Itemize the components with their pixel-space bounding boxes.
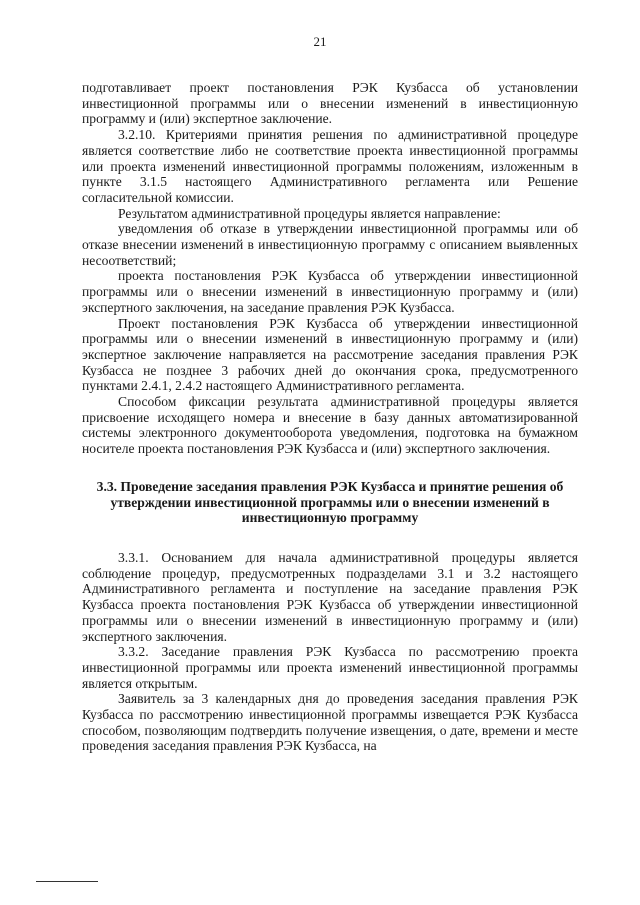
document-body (82, 80, 578, 754)
paragraph-result-notice: уведомления об отказе в утверждении инвестиционной программы или об отказе внесении изменений в инвестиционную программу с описанием выявленных несоответствий; (82, 221, 578, 268)
paragraph-result-intro: Результатом административной процедуры является направление: (118, 205, 501, 221)
paragraph-draft-deadline: Проект постановления РЭК Кузбасса об утверждении инвестиционной программы или о внесении изменений в инвестиционную программу и (или) экспертное заключение направляется на рассмотрение заседания правления РЭК Кузбасса не позднее 3 рабочих дней до окончания срока, предусмотренного пунктами 2.4.1, 2.4.2 настоящего Административного регламента. (82, 315, 578, 394)
paragraph-3-2-10: 3.2.10. Критериями принятия решения по административной процедуре является соответствие либо не соответствие проекта инвестиционной программы или проекта изменений инвестиционной программы положениям, изложенным в пункте 3.1.5 настоящего Административного регламента или Решение согласительной комиссии. (82, 127, 578, 205)
footnote-divider (36, 881, 98, 882)
paragraph-continuation: подготавливает проект постановления РЭК Кузбасса об установлении инвестиционной программы или о внесении изменений в инвестиционную программу и (или) экспертное заключение. (82, 80, 578, 127)
paragraph-applicant-notice: Заявитель за 3 календарных дня до проведения заседания правления РЭК Кузбасса по рассмотрению инвестиционной программы извещается РЭК Кузбасса способом, позволяющим подтвердить получение извещения, о дате, времени и месте проведения заседания правления РЭК Кузбасса, на (82, 691, 578, 754)
paragraph-3-3-2: 3.3.2. Заседание правления РЭК Кузбасса по рассмотрению проекта инвестиционной программы или проекта изменений инвестиционной программы является открытым. (82, 644, 578, 691)
section-heading-3-3: 3.3. Проведение заседания правления РЭК Кузбасса и принятие решения об утверждении инвестиционной программы или о внесении изменений в инвестиционную программу (96, 478, 564, 526)
page-number: 21 (313, 34, 327, 49)
paragraph-result-draft: проекта постановления РЭК Кузбасса об утверждении инвестиционной программы или о внесении изменений в инвестиционную программу и (или) экспертного заключения, на заседание правления РЭК Кузбасса. (82, 268, 578, 315)
paragraph-fixation-method: Способом фиксации результата административной процедуры является присвоение исходящего номера и внесение в базу данных автоматизированной системы электронного документооборота уведомления, подготовка на бумажном носителе проекта постановления РЭК Кузбасса и (или) экспертного заключения. (82, 394, 578, 457)
paragraph-3-3-1: 3.3.1. Основанием для начала административной процедуры является соблюдение процедур, предусмотренных подразделами 3.1 и 3.2 настоящего Административного регламента и поступление на заседание правления РЭК Кузбасса проекта постановления РЭК Кузбасса об утверждении инвестиционной программы или о внесении изменений в инвестиционную программу и (или) экспертного заключения. (82, 549, 578, 644)
